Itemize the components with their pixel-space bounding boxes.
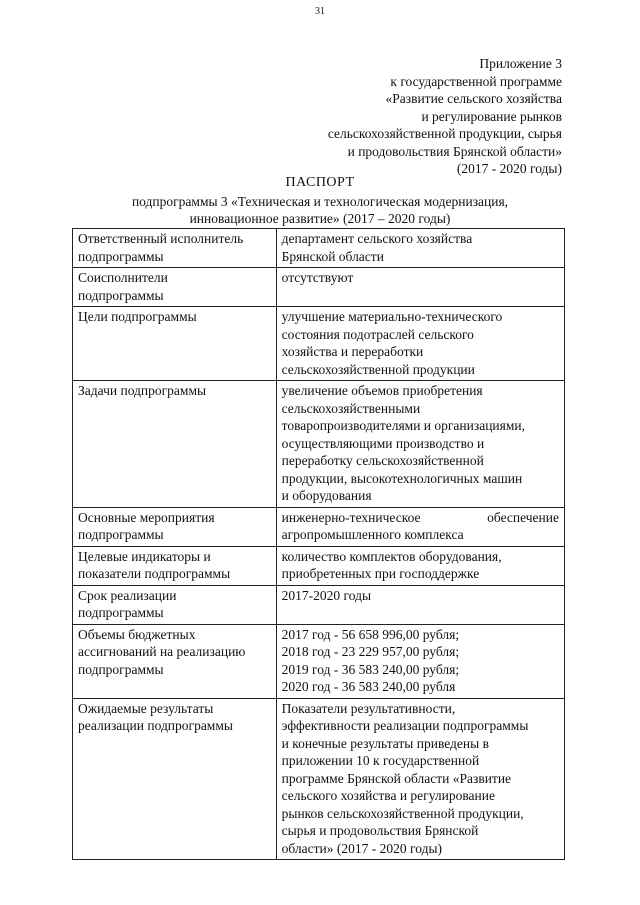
page-number: 31 xyxy=(315,6,325,17)
value-line: переработку сельскохозяйственной xyxy=(281,453,484,468)
table-row xyxy=(73,268,565,307)
label-line: Целевые индикаторы и xyxy=(78,548,211,564)
value-line: сельскохозяйственной продукции xyxy=(281,361,475,377)
row-value-indicators xyxy=(276,546,564,585)
row-value-budget xyxy=(276,624,564,698)
table-row xyxy=(73,546,565,585)
table-row xyxy=(73,507,565,546)
row-value-goals xyxy=(276,307,564,381)
value-line: агропромышленного комплекса xyxy=(281,527,464,542)
label-line: подпрограммы xyxy=(78,605,164,620)
table-row xyxy=(73,698,565,860)
appendix-line: и регулирование рынков xyxy=(421,108,562,124)
appendix-line: «Развитие сельского хозяйства xyxy=(385,91,562,106)
row-label-responsible xyxy=(73,229,277,268)
passport-title: ПАСПОРТ xyxy=(285,175,355,190)
label-line: Цели подпрограммы xyxy=(78,309,197,324)
value-line: Брянской области xyxy=(281,248,384,264)
passport-subtitle xyxy=(0,193,640,227)
value-line: программе Брянской области «Развитие xyxy=(281,770,512,786)
value-line: 2017 год - 56 658 996,00 рубля; xyxy=(281,626,460,642)
row-label-goals xyxy=(73,307,277,381)
value-line: продукции, высокотехнологичных машин xyxy=(281,470,523,486)
row-value-responsible xyxy=(276,229,564,268)
appendix-line: и продовольствия Брянской области» xyxy=(347,143,562,159)
row-value-period xyxy=(276,585,564,624)
label-line: подпрограммы xyxy=(78,527,164,542)
value-line: 2020 год - 36 583 240,00 рубля xyxy=(281,679,456,694)
row-label-period xyxy=(73,585,277,624)
value-line: увеличение объемов приобретения xyxy=(281,383,483,398)
label-line: Задачи подпрограммы xyxy=(78,383,207,398)
value-line: сельскохозяйственными xyxy=(281,400,421,416)
label-line: подпрограммы xyxy=(78,248,164,264)
value-line: 2018 год - 23 229 957,00 рубля; xyxy=(281,644,460,659)
value-line: состояния подотраслей сельского xyxy=(281,326,474,342)
label-line: реализации подпрограммы xyxy=(78,718,233,733)
value-line: хозяйства и переработки xyxy=(281,344,424,359)
value-line: и конечные результаты приведены в xyxy=(281,735,489,751)
appendix-header xyxy=(328,55,562,178)
label-line: подпрограммы xyxy=(78,661,164,677)
label-line: Объемы бюджетных xyxy=(78,626,196,642)
label-line: Ответственный исполнитель xyxy=(78,231,244,246)
table-row xyxy=(73,624,565,698)
row-value-tasks xyxy=(276,381,564,508)
label-line: Ожидаемые результаты xyxy=(78,700,214,716)
label-line: ассигнований на реализацию xyxy=(78,644,246,659)
appendix-line: к государственной программе xyxy=(390,73,562,89)
value-line: эффективности реализации подпрограммы xyxy=(281,718,529,733)
table-row xyxy=(73,307,565,381)
value-line: департамент сельского хозяйства xyxy=(281,231,473,246)
value-line: рынков сельскохозяйственной продукции, xyxy=(281,805,524,821)
value-line: инженерно-техническое обеспечение xyxy=(281,509,559,525)
value-line: 2017-2020 годы xyxy=(281,587,372,603)
table-row xyxy=(73,229,565,268)
row-label-activities xyxy=(73,507,277,546)
value-line: товаропроизводителями и организациями, xyxy=(281,418,526,433)
label-line: показатели подпрограммы xyxy=(78,566,231,581)
label-line: Срок реализации xyxy=(78,587,177,603)
value-line: 2019 год - 36 583 240,00 рубля; xyxy=(281,661,460,677)
value-line: улучшение материально-технического xyxy=(281,309,503,324)
row-value-results xyxy=(276,698,564,860)
value-line: сельского хозяйства и регулирование xyxy=(281,788,495,803)
row-label-budget xyxy=(73,624,277,698)
value-line: Показатели результативности, xyxy=(281,700,456,716)
row-value-activities xyxy=(276,507,564,546)
label-line: Соисполнители xyxy=(78,270,168,285)
row-label-coexecutors xyxy=(73,268,277,307)
value-line: сырья и продовольствия Брянской xyxy=(281,823,479,838)
table-row xyxy=(73,585,565,624)
appendix-line: Приложение 3 xyxy=(479,56,562,71)
label-line: подпрограммы xyxy=(78,287,164,303)
value-line: приложении 10 к государственной xyxy=(281,753,480,768)
row-value-coexecutors xyxy=(276,268,564,307)
row-label-tasks xyxy=(73,381,277,508)
value-line: приобретенных при господдержке xyxy=(281,566,480,581)
row-label-results xyxy=(73,698,277,860)
value-line: отсутствуют xyxy=(281,270,354,285)
row-label-indicators xyxy=(73,546,277,585)
subtitle-line: инновационное развитие» (2017 – 2020 годы) xyxy=(189,211,451,226)
value-line: осуществляющими производство и xyxy=(281,435,485,451)
table-row xyxy=(73,381,565,508)
value-line: и оборудования xyxy=(281,488,372,503)
passport-table xyxy=(72,228,565,860)
value-line: количество комплектов оборудования, xyxy=(281,548,502,564)
label-line: Основные мероприятия xyxy=(78,509,215,525)
appendix-line: (2017 - 2020 годы) xyxy=(456,161,562,176)
appendix-line: сельскохозяйственной продукции, сырья xyxy=(327,126,562,141)
value-line: области» (2017 - 2020 годы) xyxy=(281,840,443,856)
subtitle-line: подпрограммы 3 «Техническая и технологическая модернизация, xyxy=(131,194,509,209)
